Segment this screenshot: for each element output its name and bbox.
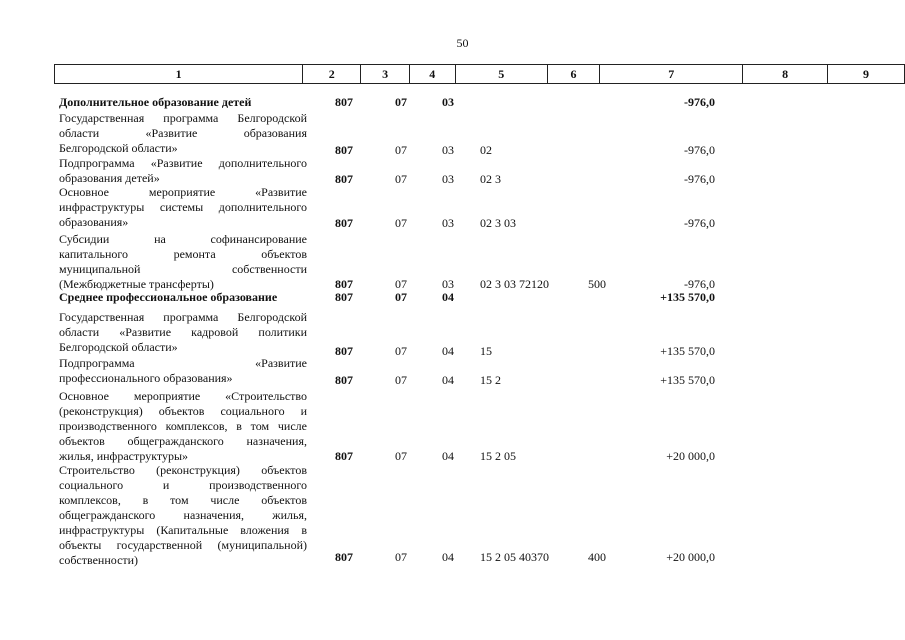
row-name (59, 232, 307, 292)
row-c5-cell: 02 3 (480, 172, 501, 186)
row-name-line: профессионального образования» (59, 371, 233, 385)
row-c5-cell: 15 2 05 (480, 449, 516, 463)
row-name-line: собственности) (59, 553, 139, 567)
row-name (59, 356, 307, 386)
row-name-line: области «Развитие кадровой политики (59, 325, 307, 339)
row-name-line: инфраструктуры системы дополнительного (59, 200, 307, 214)
row-name-line: жилья, инфраструктуры» (59, 449, 189, 463)
row-c7-cell: +135 570,0 (660, 373, 715, 387)
row-c7-cell: -976,0 (684, 95, 715, 109)
row-name-line: Государственная программа Белгородской (59, 111, 307, 125)
row-c7-cell: -976,0 (684, 216, 715, 230)
header-col-7: 7 (600, 65, 743, 84)
row-c7-cell: +20 000,0 (666, 550, 715, 564)
row-name-line: образования» (59, 215, 129, 229)
row-name-line: Основное мероприятие «Строительство (59, 389, 307, 403)
row-c7-cell: -976,0 (684, 143, 715, 157)
row-name-line: Основное мероприятие «Развитие (59, 185, 307, 199)
row-c7-cell: +135 570,0 (660, 344, 715, 358)
row-name (59, 156, 307, 186)
header-col-4: 4 (409, 65, 455, 84)
row-name-line: производственного комплексов, в том числе (59, 419, 307, 433)
row-name (59, 463, 307, 568)
header-col-3: 3 (361, 65, 410, 84)
row-name: Среднее профессиональное образование (59, 290, 278, 304)
row-name-line: общегражданского назначения, жилья, (59, 508, 307, 522)
row-name: Дополнительное образование детей (59, 95, 252, 109)
row-name-line: Белгородской области» (59, 141, 178, 155)
row-c5-cell: 15 2 05 40370 (480, 550, 549, 564)
row-name (59, 111, 307, 156)
row-c7-cell: -976,0 (684, 277, 715, 291)
row-name-line: Подпрограмма «Развитие дополнительного (59, 156, 307, 170)
row-name-line: образования детей» (59, 171, 160, 185)
row-name (59, 389, 307, 464)
row-name-line: (Межбюджетные трансферты) (59, 277, 214, 291)
row-name (59, 310, 307, 355)
row-name-line: (реконструкция) объектов социального и (59, 404, 307, 418)
row-c5-cell: 02 3 03 72120 (480, 277, 549, 291)
header-col-8: 8 (743, 65, 828, 84)
row-name-line: объектов общегражданского назначения, (59, 434, 307, 448)
row-name-line: Белгородской области» (59, 340, 178, 354)
row-name-line: области «Развитие образования (59, 126, 307, 140)
row-name-line: социального и производственного (59, 478, 307, 492)
row-name-line: Субсидии на софинансирование (59, 232, 307, 246)
header-col-6: 6 (547, 65, 599, 84)
row-name-line: инфраструктуры (Капитальные вложения в (59, 523, 307, 537)
row-c7-cell: +20 000,0 (666, 449, 715, 463)
row-name-line: капитального ремонта объектов (59, 247, 307, 261)
row-name-line: муниципальной собственности (59, 262, 307, 276)
row-name-line: комплексов, в том числе объектов (59, 493, 307, 507)
row-c7-cell: -976,0 (684, 172, 715, 186)
row-c5-cell: 15 2 (480, 373, 501, 387)
row-c5-cell: 02 (480, 143, 492, 157)
header-col-9: 9 (827, 65, 904, 84)
page-number: 50 (456, 36, 469, 50)
table-header (54, 64, 905, 84)
header-col-1: 1 (55, 65, 303, 84)
row-name (59, 185, 307, 230)
row-name-line: Строительство (реконструкция) объектов (59, 463, 307, 477)
row-c5-cell: 15 (480, 344, 492, 358)
row-name-line: Государственная программа Белгородской (59, 310, 307, 324)
row-c7-cell: +135 570,0 (660, 290, 715, 304)
header-col-2: 2 (303, 65, 361, 84)
row-name-line: Подпрограмма «Развитие (59, 356, 307, 370)
header-col-5: 5 (455, 65, 547, 84)
row-name-line: объекты государственной (муниципальной) (59, 538, 307, 552)
row-c5-cell: 02 3 03 (480, 216, 516, 230)
